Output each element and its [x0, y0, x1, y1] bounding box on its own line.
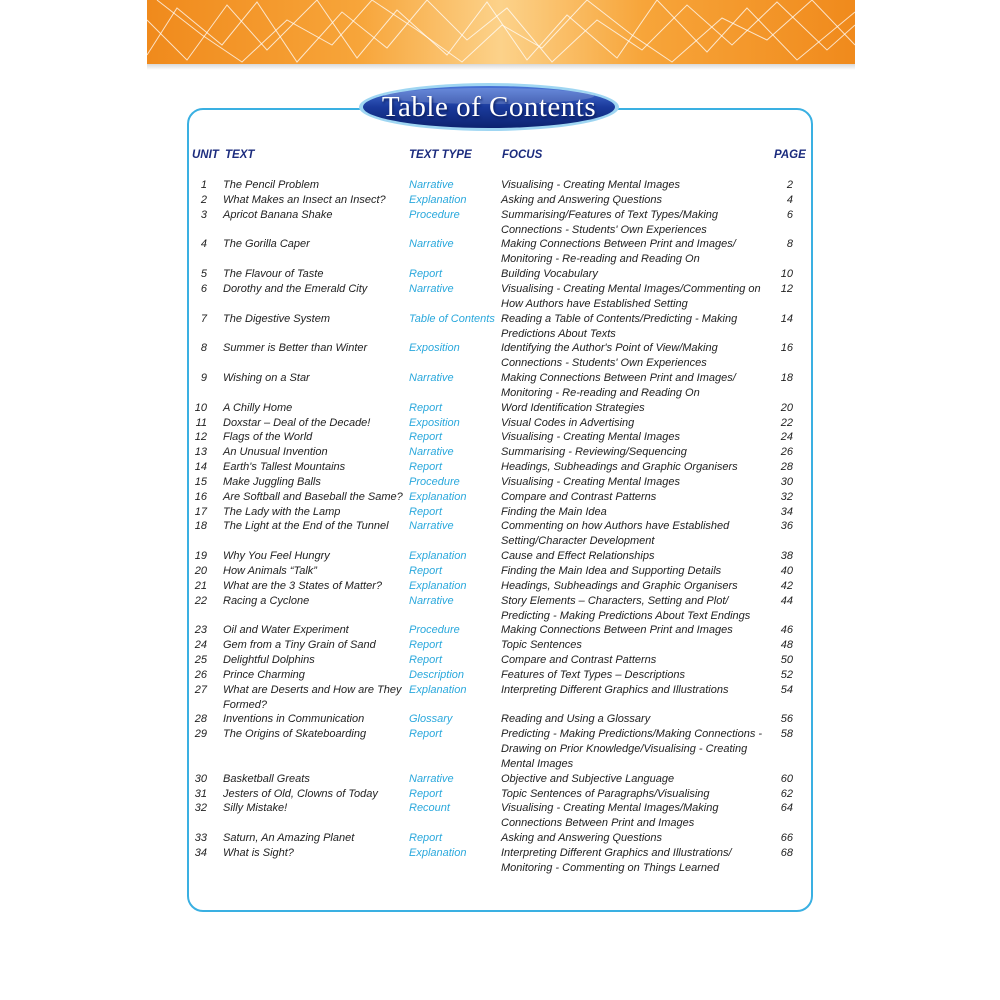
focus-description [501, 831, 763, 846]
unit-number: 33 [194, 832, 207, 845]
focus-description [501, 267, 763, 282]
focus-line: Finding the Main Idea and Supporting Details [501, 564, 722, 577]
header-unit: UNIT [192, 149, 219, 161]
page-number: 24 [780, 431, 793, 444]
focus-description [501, 638, 763, 653]
text-type: Report [409, 639, 443, 652]
text-title [223, 712, 403, 727]
unit-number: 14 [194, 461, 207, 474]
focus-line: Connections Between Print and Images [501, 817, 695, 830]
focus-line: Compare and Contrast Patterns [501, 490, 657, 503]
unit-number: 26 [194, 668, 207, 681]
text-title-line: Make Juggling Balls [223, 475, 321, 488]
focus-line: Monitoring - Re-reading and Reading On [501, 386, 700, 399]
focus-line: Interpreting Different Graphics and Illustrations [501, 683, 729, 696]
unit-number: 12 [194, 431, 207, 444]
text-title [223, 579, 403, 594]
focus-description [501, 668, 763, 683]
text-type: Narrative [409, 520, 454, 533]
text-title-line: Silly Mistake! [223, 802, 288, 815]
table-row [0, 638, 1000, 653]
focus-line: Headings, Subheadings and Graphic Organisers [501, 579, 738, 592]
banner-pattern [147, 0, 855, 64]
text-title [223, 430, 403, 445]
page-number: 28 [780, 461, 793, 474]
unit-number: 34 [194, 846, 207, 859]
focus-description [501, 683, 763, 698]
focus-line: Summarising/Features of Text Types/Making [501, 208, 719, 221]
text-title-line: A Chilly Home [223, 401, 293, 414]
table-row [0, 623, 1000, 638]
focus-description [501, 623, 763, 638]
unit-number: 24 [194, 639, 207, 652]
page-number: 2 [786, 179, 793, 191]
table-row [0, 208, 1000, 238]
table-row [0, 831, 1000, 846]
contents-table [0, 178, 1000, 876]
unit-number: 17 [194, 505, 207, 518]
focus-line: Reading and Using a Glossary [501, 713, 651, 726]
text-type: Narrative [409, 238, 454, 251]
page-number: 30 [780, 475, 793, 488]
text-title-line: Why You Feel Hungry [223, 550, 330, 563]
text-type: Glossary [409, 713, 453, 726]
table-row [0, 416, 1000, 431]
table-row [0, 549, 1000, 564]
focus-description [501, 208, 763, 238]
text-type: Exposition [409, 416, 460, 429]
text-type: Report [409, 787, 443, 800]
text-type: Report [409, 268, 443, 281]
text-type: Report [409, 728, 443, 741]
unit-number: 20 [194, 564, 207, 577]
text-type: Report [409, 564, 443, 577]
table-row [0, 490, 1000, 505]
focus-line: Predictions About Texts [501, 327, 616, 340]
unit-number: 27 [194, 683, 207, 696]
page-number: 38 [780, 550, 793, 563]
header-page: PAGE [774, 149, 806, 161]
text-title-line: Oil and Water Experiment [223, 624, 349, 637]
table-row [0, 772, 1000, 787]
text-type: Explanation [409, 550, 467, 563]
page-number: 22 [780, 416, 793, 429]
text-title-line: The Light at the End of the Tunnel [223, 520, 389, 533]
focus-line: Commenting on how Authors have Established [501, 520, 730, 533]
page-number: 64 [780, 802, 793, 815]
focus-line: Visualising - Creating Mental Images/Making [501, 802, 719, 815]
focus-description [501, 416, 763, 431]
focus-description [501, 772, 763, 787]
unit-number: 18 [194, 520, 207, 533]
focus-line: Predicting - Making Predictions About Text Endings [501, 609, 751, 622]
focus-line: Predicting - Making Predictions/Making Connections - [501, 728, 763, 741]
text-type: Explanation [409, 490, 467, 503]
focus-line: Visualising - Creating Mental Images [501, 431, 680, 444]
focus-description [501, 282, 763, 312]
focus-line: Cause and Effect Relationships [501, 550, 655, 563]
unit-number: 5 [200, 268, 207, 281]
focus-line: Connections - Students' Own Experiences [501, 357, 707, 370]
text-type: Narrative [409, 282, 454, 295]
page-number: 66 [780, 832, 793, 845]
table-row [0, 683, 1000, 713]
unit-number: 23 [194, 624, 207, 637]
text-title [223, 312, 403, 327]
focus-line: Monitoring - Re-reading and Reading On [501, 253, 700, 266]
focus-description [501, 594, 763, 624]
unit-number: 30 [194, 772, 207, 785]
text-title-line: Delightful Dolphins [223, 654, 315, 666]
table-row [0, 846, 1000, 876]
table-row [0, 267, 1000, 282]
text-title-line: Wishing on a Star [223, 371, 310, 384]
table-row [0, 579, 1000, 594]
focus-line: Visualising - Creating Mental Images [501, 179, 680, 191]
table-row [0, 594, 1000, 624]
focus-line: Making Connections Between Print and Images/ [501, 371, 736, 384]
header-text: TEXT [225, 149, 255, 161]
text-title-line: Inventions in Communication [223, 713, 365, 726]
text-title [223, 831, 403, 846]
focus-description [501, 564, 763, 579]
focus-line: Making Connections Between Print and Images [501, 624, 733, 637]
page-number: 6 [786, 208, 793, 221]
text-type: Explanation [409, 193, 467, 206]
text-type: Report [409, 401, 443, 414]
text-title-line: Doxstar – Deal of the Decade! [223, 416, 371, 429]
text-title [223, 653, 403, 668]
table-row [0, 193, 1000, 208]
text-title [223, 193, 403, 208]
focus-description [501, 579, 763, 594]
page-number: 16 [780, 342, 793, 355]
table-row [0, 475, 1000, 490]
text-title-line: Summer is Better than Winter [223, 342, 368, 355]
focus-line: Compare and Contrast Patterns [501, 654, 657, 666]
unit-number: 4 [200, 238, 207, 251]
table-row [0, 787, 1000, 802]
text-title-line: Formed? [223, 698, 268, 711]
focus-description [501, 846, 763, 876]
text-title [223, 445, 403, 460]
text-type: Recount [409, 802, 450, 815]
focus-line: Topic Sentences [501, 639, 582, 652]
focus-description [501, 549, 763, 564]
text-title [223, 267, 403, 282]
text-title-line: Are Softball and Baseball the Same? [223, 490, 403, 503]
text-title [223, 341, 403, 356]
focus-line: Asking and Answering Questions [501, 193, 663, 206]
text-type: Procedure [409, 624, 460, 637]
page-number: 8 [786, 238, 793, 251]
text-type: Explanation [409, 579, 467, 592]
text-type: Report [409, 461, 443, 474]
text-type: Narrative [409, 179, 454, 191]
page-number: 42 [780, 579, 793, 592]
text-title [223, 505, 403, 520]
focus-description [501, 371, 763, 401]
table-row [0, 430, 1000, 445]
unit-number: 9 [200, 371, 207, 384]
text-title [223, 460, 403, 475]
page-number: 56 [780, 713, 793, 726]
text-title [223, 564, 403, 579]
focus-line: Setting/Character Development [501, 535, 655, 548]
text-title-line: The Flavour of Taste [223, 268, 324, 281]
focus-line: Making Connections Between Print and Images/ [501, 238, 736, 251]
text-type: Report [409, 832, 443, 845]
text-type: Exposition [409, 342, 460, 355]
page-number: 62 [780, 787, 793, 800]
focus-description [501, 653, 763, 668]
text-title-line: The Pencil Problem [223, 179, 319, 191]
focus-description [501, 178, 763, 193]
unit-number: 19 [194, 550, 207, 563]
text-title [223, 282, 403, 297]
text-type: Procedure [409, 475, 460, 488]
text-title-line: An Unusual Invention [223, 446, 328, 459]
text-type: Narrative [409, 371, 454, 384]
page-number: 12 [780, 282, 793, 295]
table-row [0, 801, 1000, 831]
focus-line: Visualising - Creating Mental Images [501, 475, 680, 488]
focus-line: Topic Sentences of Paragraphs/Visualising [501, 787, 710, 800]
text-title [223, 668, 403, 683]
text-title [223, 416, 403, 431]
focus-description [501, 445, 763, 460]
unit-number: 13 [194, 446, 207, 459]
focus-description [501, 787, 763, 802]
table-row [0, 401, 1000, 416]
page-number: 44 [780, 594, 793, 607]
page-number: 50 [780, 654, 793, 666]
page-number: 20 [780, 401, 793, 414]
focus-line: How Authors have Established Setting [501, 297, 688, 310]
focus-description [501, 312, 763, 342]
page-number: 40 [780, 564, 793, 577]
text-title-line: The Lady with the Lamp [223, 505, 341, 518]
focus-line: Visual Codes in Advertising [501, 416, 635, 429]
focus-description [501, 519, 763, 549]
page-number: 32 [780, 490, 793, 503]
text-type: Report [409, 654, 443, 666]
text-title-line: What is Sight? [223, 846, 294, 859]
focus-description [501, 341, 763, 371]
text-title-line: What Makes an Insect an Insect? [223, 193, 386, 206]
unit-number: 31 [194, 787, 207, 800]
text-type: Table of Contents [409, 312, 495, 325]
text-title [223, 638, 403, 653]
text-title [223, 371, 403, 386]
table-row [0, 653, 1000, 668]
table-row [0, 445, 1000, 460]
table-row [0, 727, 1000, 772]
focus-line: Objective and Subjective Language [501, 772, 675, 785]
banner-shadow [147, 64, 855, 70]
text-type: Narrative [409, 772, 454, 785]
text-title [223, 683, 403, 713]
focus-description [501, 430, 763, 445]
page-number: 48 [780, 639, 793, 652]
table-row [0, 282, 1000, 312]
text-title [223, 401, 403, 416]
focus-description [501, 475, 763, 490]
page-number: 36 [780, 520, 793, 533]
text-title [223, 801, 403, 816]
unit-number: 3 [200, 208, 207, 221]
page-number: 18 [780, 371, 793, 384]
focus-line: Identifying the Author's Point of View/Making [501, 342, 718, 355]
focus-line: Building Vocabulary [501, 268, 598, 281]
text-title-line: What are the 3 States of Matter? [223, 579, 382, 592]
unit-number: 29 [194, 728, 207, 741]
focus-line: Word Identification Strategies [501, 401, 645, 414]
text-title [223, 846, 403, 861]
text-title [223, 178, 403, 193]
focus-line: Story Elements – Characters, Setting and Plot/ [501, 594, 729, 607]
text-type: Procedure [409, 208, 460, 221]
text-type: Explanation [409, 846, 467, 859]
table-row [0, 519, 1000, 549]
unit-number: 10 [194, 401, 207, 414]
text-title [223, 490, 403, 505]
page-number: 46 [780, 624, 793, 637]
table-row [0, 341, 1000, 371]
unit-number: 11 [195, 416, 207, 429]
unit-number: 25 [194, 654, 207, 666]
text-title [223, 727, 403, 742]
focus-line: Features of Text Types – Descriptions [501, 668, 686, 681]
text-title-line: Basketball Greats [223, 772, 310, 785]
focus-description [501, 401, 763, 416]
page-title: Table of Contents [381, 91, 597, 123]
text-title [223, 623, 403, 638]
text-title [223, 208, 403, 223]
page-number: 68 [780, 846, 793, 859]
focus-description [501, 490, 763, 505]
unit-number: 1 [200, 179, 207, 191]
focus-description [501, 801, 763, 831]
focus-description [501, 712, 763, 727]
text-type: Report [409, 431, 443, 444]
unit-number: 32 [194, 802, 207, 815]
text-title-line: Gem from a Tiny Grain of Sand [223, 639, 376, 652]
text-title [223, 475, 403, 490]
focus-description [501, 727, 763, 772]
text-type: Description [409, 668, 465, 681]
table-row [0, 668, 1000, 683]
text-type: Narrative [409, 594, 454, 607]
page-number: 26 [780, 446, 793, 459]
table-row [0, 371, 1000, 401]
text-title-line: What are Deserts and How are They [223, 683, 402, 696]
text-title [223, 594, 403, 609]
text-title [223, 772, 403, 787]
unit-number: 15 [194, 475, 207, 488]
text-type: Narrative [409, 446, 454, 459]
page-number: 58 [780, 728, 793, 741]
unit-number: 7 [200, 312, 207, 325]
text-title-line: Racing a Cyclone [223, 594, 310, 607]
text-title [223, 549, 403, 564]
focus-line: Visualising - Creating Mental Images/Commenting on [501, 282, 761, 295]
text-title-line: Flags of the World [223, 431, 313, 444]
text-title-line: Jesters of Old, Clowns of Today [223, 787, 378, 800]
text-title [223, 519, 403, 534]
focus-line: Reading a Table of Contents/Predicting - Making [501, 312, 738, 325]
page-number: 14 [780, 312, 793, 325]
focus-line: Drawing on Prior Knowledge/Visualising - Creating [501, 743, 748, 756]
focus-line: Headings, Subheadings and Graphic Organisers [501, 461, 738, 474]
table-row [0, 505, 1000, 520]
table-row [0, 237, 1000, 267]
focus-description [501, 460, 763, 475]
text-title [223, 787, 403, 802]
table-row [0, 178, 1000, 193]
text-title-line: Prince Charming [223, 668, 305, 681]
text-title-line: Earth's Tallest Mountains [223, 461, 346, 474]
page-number: 54 [780, 683, 793, 696]
unit-number: 21 [194, 579, 207, 592]
header-focus: FOCUS [502, 149, 543, 161]
text-title [223, 237, 403, 252]
page-number: 52 [780, 668, 793, 681]
focus-line: Summarising - Reviewing/Sequencing [501, 446, 687, 459]
table-row [0, 712, 1000, 727]
table-row [0, 312, 1000, 342]
unit-number: 28 [194, 713, 207, 726]
unit-number: 8 [200, 342, 207, 355]
decorative-banner [147, 0, 855, 64]
text-title-line: The Origins of Skateboarding [223, 728, 367, 741]
unit-number: 6 [200, 282, 207, 295]
page-number: 60 [780, 772, 793, 785]
unit-number: 2 [200, 193, 207, 206]
page-number: 34 [780, 505, 793, 518]
header-text-type: TEXT TYPE [409, 149, 472, 161]
table-row [0, 460, 1000, 475]
text-title-line: Dorothy and the Emerald City [223, 282, 368, 295]
focus-line: Connections - Students' Own Experiences [501, 223, 707, 236]
text-title-line: Saturn, An Amazing Planet [223, 832, 355, 845]
focus-description [501, 505, 763, 520]
focus-line: Mental Images [501, 758, 574, 771]
text-title-line: How Animals “Talk” [223, 564, 317, 577]
text-type: Explanation [409, 683, 467, 696]
focus-line: Interpreting Different Graphics and Illustrations/ [501, 846, 732, 859]
page-number: 10 [780, 268, 793, 281]
unit-number: 16 [194, 490, 207, 503]
text-type: Report [409, 505, 443, 518]
text-title-line: The Digestive System [223, 312, 330, 325]
page-number: 4 [786, 193, 793, 206]
focus-line: Finding the Main Idea [501, 505, 607, 518]
focus-line: Asking and Answering Questions [501, 832, 663, 845]
text-title-line: Apricot Banana Shake [223, 208, 333, 221]
unit-number: 22 [194, 594, 207, 607]
text-title-line: The Gorilla Caper [223, 238, 310, 251]
focus-description [501, 193, 763, 208]
table-row [0, 564, 1000, 579]
focus-line: Monitoring - Commenting on Things Learned [501, 861, 720, 874]
focus-description [501, 237, 763, 267]
